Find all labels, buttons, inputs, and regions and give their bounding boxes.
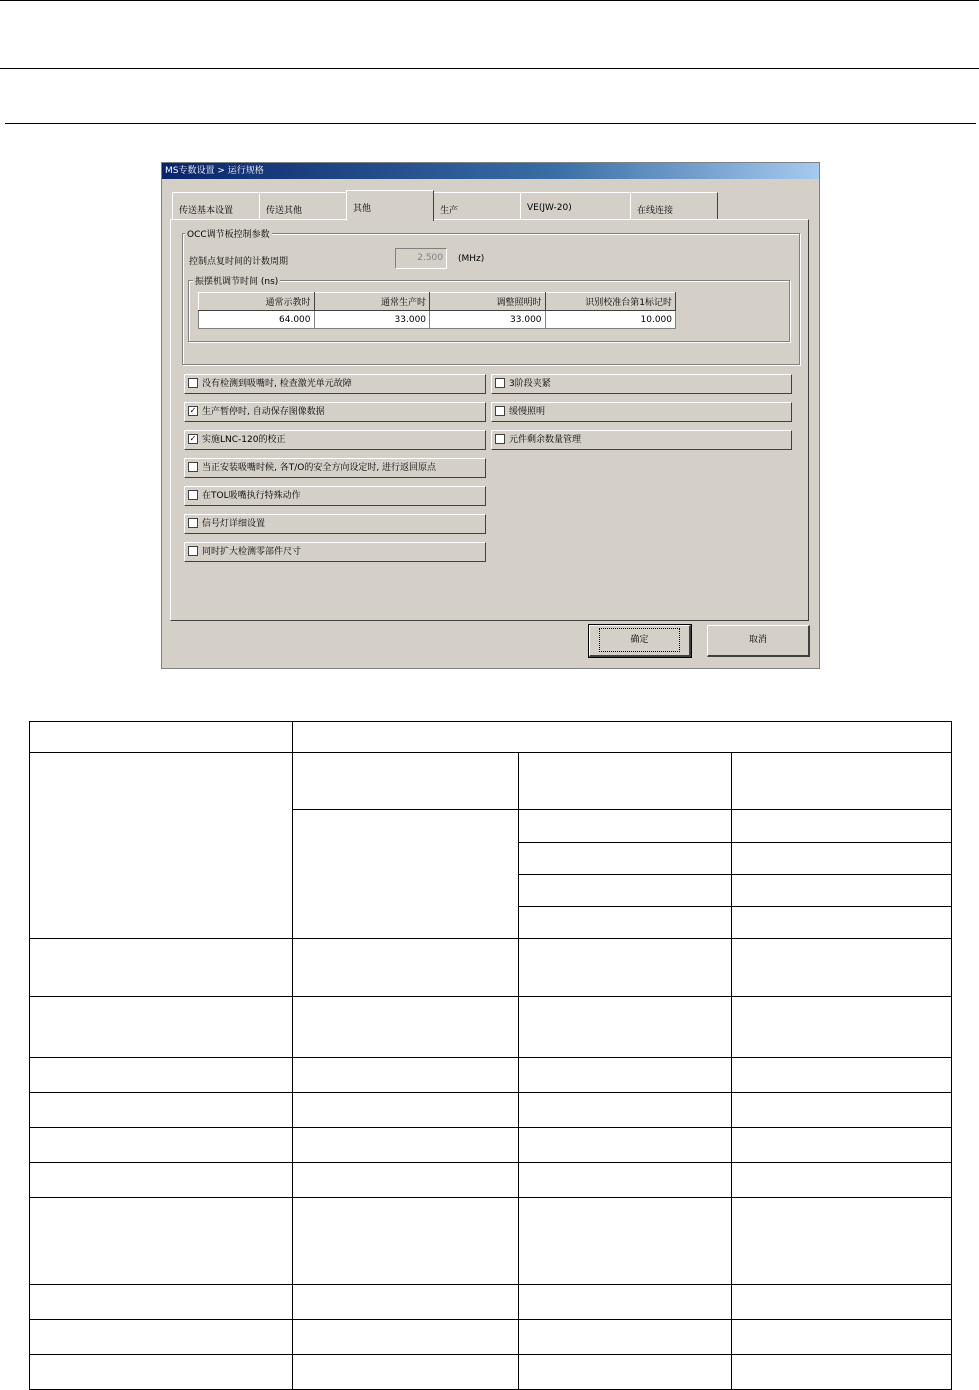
checkbox-icon [188, 518, 198, 528]
checkbox-slow-lighting[interactable]: 缓慢照明 [491, 402, 792, 422]
table-cell [732, 875, 952, 907]
cell-first-mark[interactable]: 10.000 [545, 311, 675, 329]
table-cell [732, 907, 952, 939]
table-cell [519, 997, 732, 1058]
header-rule-middle [0, 68, 979, 69]
table-cell [519, 1198, 732, 1285]
table-cell [293, 1320, 519, 1355]
cycle-label: 控制点复时间的计数周期 [189, 257, 289, 267]
checkbox-expand-size[interactable]: 同时扩大检测零部件尺寸 [184, 542, 486, 562]
table-cell [732, 1320, 952, 1355]
checkbox-icon [188, 378, 198, 388]
checkbox-icon [188, 490, 198, 500]
swing-time-table [198, 292, 676, 329]
table-cell [732, 810, 952, 843]
table-cell [293, 1058, 519, 1093]
check-mark-icon: ✓ [189, 433, 197, 443]
table-cell [30, 1093, 293, 1128]
table-cell [519, 907, 732, 939]
cell-normal-teach[interactable]: 64.000 [199, 311, 315, 329]
tab-transfer-basic[interactable]: 传送基本设置 [172, 192, 260, 220]
header-rule-bottom [5, 123, 976, 124]
table-cell [732, 753, 952, 810]
tab-panel-other [170, 219, 809, 621]
table-cell [293, 753, 519, 810]
checkbox-icon [495, 434, 505, 444]
checkbox-auto-save-image[interactable]: ✓ 生产暂停时, 自动保存图像数据 [184, 402, 486, 422]
table-cell [519, 753, 732, 810]
table-cell [732, 1058, 952, 1093]
table-cell [732, 1355, 952, 1390]
table-cell [30, 1058, 293, 1093]
table-cell [519, 1163, 732, 1198]
col-adjust-lighting: 调整照明时 [430, 293, 546, 311]
checkbox-icon [495, 378, 505, 388]
spec-table [29, 721, 952, 1390]
table-cell [293, 1285, 519, 1320]
table-cell [732, 1163, 952, 1198]
checkbox-icon [495, 406, 505, 416]
swing-group-title: 振摆机调节时间 (ns) [193, 274, 280, 287]
table-cell [30, 1285, 293, 1320]
table-cell [732, 939, 952, 997]
checkbox-tol-special[interactable]: 在TOL吸嘴执行特殊动作 [184, 486, 486, 506]
table-cell [30, 1320, 293, 1355]
cell-normal-production[interactable]: 33.000 [314, 311, 430, 329]
table-cell [519, 875, 732, 907]
table-cell [293, 939, 519, 997]
table-cell [30, 753, 293, 939]
table-cell [519, 843, 732, 875]
table-cell [30, 1355, 293, 1390]
tab-other[interactable]: 其他 [346, 190, 434, 221]
ok-button[interactable]: 确定 [589, 625, 691, 657]
table-cell [30, 939, 293, 997]
checkbox-remaining-parts[interactable]: 元件剩余数量管理 [491, 430, 792, 450]
checkbox-signal-lamp[interactable]: 信号灯详细设置 [184, 514, 486, 534]
table-cell [732, 1093, 952, 1128]
table-cell [519, 939, 732, 997]
table-cell [519, 1285, 732, 1320]
table-cell [30, 997, 293, 1058]
table-cell [30, 1163, 293, 1198]
table-cell [732, 997, 952, 1058]
col-first-mark: 识别校准台第1标记时 [545, 293, 675, 311]
col-normal-teach: 通常示教时 [199, 293, 315, 311]
table-cell [519, 810, 732, 843]
tab-online[interactable]: 在线连接 [630, 192, 718, 220]
checkbox-icon [188, 546, 198, 556]
dialog-title: MS专数设置 > 运行规格 [162, 163, 819, 179]
tab-ve[interactable]: VE(JW-20) [520, 192, 631, 220]
cancel-button[interactable]: 取消 [707, 625, 810, 657]
table-cell [519, 1355, 732, 1390]
table-cell [293, 1093, 519, 1128]
header-rule-top [0, 0, 979, 1]
table-cell [519, 1058, 732, 1093]
tab-transfer-other[interactable]: 传送其他 [259, 192, 347, 220]
table-cell [293, 1128, 519, 1163]
table-cell [732, 1285, 952, 1320]
table-cell [732, 1198, 952, 1285]
cycle-value-field[interactable]: 2.500 [395, 248, 447, 269]
check-mark-icon: ✓ [189, 405, 197, 415]
cycle-unit: (MHz) [458, 254, 485, 264]
settings-dialog [161, 162, 820, 669]
checkbox-laser-check[interactable]: 没有检测到吸嘴时, 检查激光单元故障 [184, 374, 486, 394]
checkbox-3-stage-clamp[interactable]: 3阶段夹紧 [491, 374, 792, 394]
checkbox-icon [188, 462, 198, 472]
tab-production[interactable]: 生产 [433, 192, 521, 220]
table-cell [519, 1093, 732, 1128]
col-normal-production: 通常生产时 [314, 293, 430, 311]
table-cell [293, 1163, 519, 1198]
table-cell [732, 843, 952, 875]
checkbox-lnc-correction[interactable]: ✓ 实施LNC-120的校正 [184, 430, 486, 450]
table-cell [30, 1128, 293, 1163]
table-cell [293, 997, 519, 1058]
table-cell [519, 1320, 732, 1355]
table-cell [519, 1128, 732, 1163]
cell-adjust-lighting[interactable]: 33.000 [430, 311, 546, 329]
checkbox-return-origin[interactable]: 当正安装吸嘴时候, 各T/O的安全方向设定时, 进行返回原点 [184, 458, 486, 478]
occ-group-title: OCC调节板控制参数 [185, 227, 272, 240]
table-cell [30, 722, 293, 753]
table-cell [293, 1198, 519, 1285]
table-cell [30, 1198, 293, 1285]
table-cell [293, 722, 952, 753]
table-cell [293, 1355, 519, 1390]
table-cell [732, 1128, 952, 1163]
table-cell [293, 810, 519, 939]
